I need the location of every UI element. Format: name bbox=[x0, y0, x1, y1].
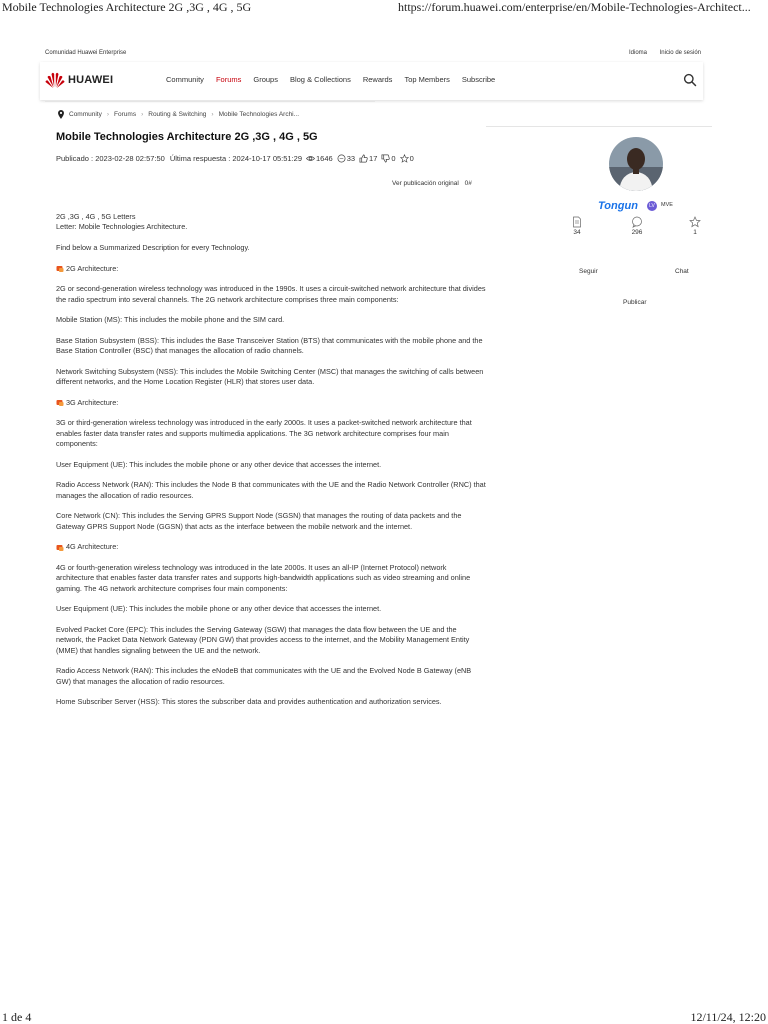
community-name-link[interactable]: Comunidad Huawei Enterprise bbox=[45, 50, 127, 56]
content-paragraph: Core Network (CN): This includes the Serving GPRS Support Node (SGSN) that manages the routing of data packets and the Gateway GPRS Support Node (GGSN) that acts as the interface between the mobile network and the internet. bbox=[56, 511, 462, 531]
breadcrumb-community[interactable]: Community bbox=[69, 111, 102, 118]
comments-count: 33 bbox=[346, 154, 356, 163]
breadcrumb-forums[interactable]: Forums bbox=[114, 111, 137, 118]
breadcrumb bbox=[57, 110, 299, 119]
publish-button[interactable]: Publicar bbox=[623, 299, 647, 306]
nav-top-members[interactable]: Top Members bbox=[404, 75, 450, 84]
breadcrumb-separator-icon: › bbox=[141, 111, 144, 118]
heading-text: 2G Architecture: bbox=[66, 263, 119, 273]
nav-forums[interactable]: Forums bbox=[215, 75, 242, 84]
author-comments-stat[interactable] bbox=[622, 216, 652, 236]
star-icon[interactable] bbox=[400, 154, 409, 163]
sidebar-divider bbox=[486, 126, 712, 127]
print-datetime: 12/11/24, 12:20 bbox=[690, 1010, 766, 1024]
login-link[interactable]: Inicio de sesión bbox=[659, 50, 701, 56]
avatar[interactable] bbox=[609, 137, 663, 191]
content-paragraph: 4G or fourth-generation wireless technology was introduced in the late 2000s. It uses an all-IP (Internet Protocol) network architecture that enables faster data transfer rates and supports high-bandwidth applications such as video streaming and online gaming. The 4G network architecture comprises four main components: bbox=[56, 562, 471, 593]
floor-number: 0# bbox=[464, 180, 472, 187]
nav-blog-collections[interactable]: Blog & Collections bbox=[289, 75, 351, 84]
main-nav bbox=[166, 75, 507, 84]
original-post-row bbox=[392, 180, 472, 187]
breadcrumb-routing-switching[interactable]: Routing & Switching bbox=[148, 111, 207, 118]
emoji-icon bbox=[56, 265, 64, 273]
author-name-link[interactable]: Tongun bbox=[598, 200, 638, 212]
last-reply-date: Última respuesta : 2024-10-17 05:51:29 bbox=[169, 154, 303, 163]
top-utility-bar bbox=[45, 50, 703, 62]
breadcrumb-divider bbox=[45, 101, 375, 102]
content-paragraph: User Equipment (UE): This includes the mobile phone or any other device that accesses the internet. bbox=[56, 604, 382, 614]
view-original-link[interactable]: Ver publicación original bbox=[392, 180, 459, 187]
main-header bbox=[40, 62, 703, 100]
huawei-logo[interactable] bbox=[45, 71, 113, 89]
content-paragraph: Network Switching Subsystem (NSS): This includes the Mobile Switching Center (MSC) that manages the switching of calls between different networks, and the Home Location Register (HLR) that stores user data. bbox=[56, 366, 484, 387]
content-paragraph: Home Subscriber Server (HSS): This stores the subscriber data and provides authentication and authorization services. bbox=[56, 697, 442, 707]
nav-subscribe[interactable]: Subscribe bbox=[461, 75, 496, 84]
chat-button[interactable]: Chat bbox=[675, 268, 689, 275]
comment-icon bbox=[337, 154, 346, 163]
author-likes-stat[interactable] bbox=[680, 216, 710, 236]
location-pin-icon bbox=[57, 110, 65, 119]
likes-count: 17 bbox=[369, 154, 378, 163]
star-outline-icon bbox=[689, 216, 701, 228]
author-photo-icon bbox=[609, 137, 663, 191]
breadcrumb-current-post[interactable]: Mobile Technologies Archi... bbox=[218, 111, 300, 118]
author-posts-stat[interactable] bbox=[562, 216, 592, 236]
content-paragraph: Radio Access Network (RAN): This includes the Node B that communicates with the UE and the Radio Network Controller (RNC) that manages the allocation of radio resources. bbox=[56, 480, 486, 500]
content-paragraph: 2G or second-generation wireless technology was introduced in the 1990s. It uses a circuit-switched network architecture that divides the radio spectrum into several channels. The 2G network architecture comprises three main components: bbox=[56, 284, 486, 304]
heading-text: 4G Architecture: bbox=[66, 542, 119, 552]
huawei-flower-icon bbox=[45, 71, 65, 89]
section-heading-2g bbox=[56, 264, 486, 274]
content-paragraph: Mobile Station (MS): This includes the mobile phone and the SIM card. bbox=[56, 315, 285, 325]
document-icon bbox=[571, 216, 583, 228]
search-icon[interactable] bbox=[683, 73, 697, 87]
content-paragraph: Base Station Subsystem (BSS): This includes the Base Transceiver Station (BTS) that communicates with the mobile phone and the Base Station Controller (BSC) that manages the allocation of radio channels. bbox=[56, 335, 483, 356]
content-paragraph: Letter: Mobile Technologies Architecture. bbox=[56, 222, 188, 232]
nav-community[interactable]: Community bbox=[166, 75, 204, 84]
thumbs-down-icon[interactable] bbox=[381, 154, 390, 163]
content-paragraph: 3G or third-generation wireless technology was introduced in the early 2000s. It uses a packet-switched network architecture that enables faster data transfer rates and supports multimedia applications. The 3G network architecture comprises four main components: bbox=[56, 418, 472, 449]
follow-button[interactable]: Seguir bbox=[579, 268, 598, 275]
post-title: Mobile Technologies Architecture 2G ,3G , 4G , 5G bbox=[56, 131, 318, 143]
section-heading-4g bbox=[56, 542, 486, 552]
author-comments-count: 296 bbox=[631, 229, 643, 236]
post-meta bbox=[56, 154, 414, 163]
published-date: Publicado : 2023-02-28 02:57:50 bbox=[56, 154, 165, 163]
author-likes-count: 1 bbox=[693, 229, 697, 236]
emoji-icon bbox=[56, 544, 64, 552]
level-badge: LV bbox=[647, 201, 657, 211]
content-paragraph: User Equipment (UE): This includes the mobile phone or any other device that accesses the internet. bbox=[56, 459, 382, 469]
breadcrumb-separator-icon: › bbox=[211, 111, 214, 118]
content-paragraph: 2G ,3G , 4G , 5G Letters bbox=[56, 212, 136, 221]
heading-text: 3G Architecture: bbox=[66, 397, 119, 407]
dislikes-count: 0 bbox=[391, 154, 396, 163]
eye-icon bbox=[306, 154, 315, 163]
breadcrumb-separator-icon: › bbox=[106, 111, 110, 118]
favorites-count: 0 bbox=[409, 154, 414, 163]
emoji-icon bbox=[56, 399, 64, 407]
nav-rewards[interactable]: Rewards bbox=[362, 75, 393, 84]
section-heading-3g bbox=[56, 398, 486, 408]
content-paragraph: Radio Access Network (RAN): This includes the eNodeB that communicates with the UE and the Evolved Node B Gateway (eNB GW) that manages the allocation of radio resources. bbox=[56, 666, 472, 686]
nav-groups[interactable]: Groups bbox=[253, 75, 278, 84]
content-paragraph: Find below a Summarized Description for every Technology. bbox=[56, 243, 250, 252]
language-link[interactable]: Idioma bbox=[628, 50, 647, 56]
print-page-url: https://forum.huawei.com/enterprise/en/Mobile-Technologies-Architect... bbox=[398, 0, 751, 14]
logo-text: HUAWEI bbox=[68, 74, 114, 86]
comment-bubble-icon bbox=[631, 216, 643, 228]
print-page-number: 1 de 4 bbox=[2, 1010, 32, 1024]
post-content bbox=[56, 212, 486, 718]
thumbs-up-icon[interactable] bbox=[359, 154, 368, 163]
views-count: 1646 bbox=[316, 154, 333, 163]
author-posts-count: 34 bbox=[573, 229, 581, 236]
mve-badge: MVE bbox=[661, 202, 673, 208]
content-paragraph: Evolved Packet Core (EPC): This includes the Serving Gateway (SGW) that manages the data flow between the UE and the network, the Packet Data Network Gateway (PDN GW) that provides access to the internet, and the Mobility Management Entity (MME) that handles signaling between the UE and the network. bbox=[56, 624, 470, 655]
print-page-title: Mobile Technologies Architecture 2G ,3G , 4G , 5G bbox=[2, 0, 252, 14]
